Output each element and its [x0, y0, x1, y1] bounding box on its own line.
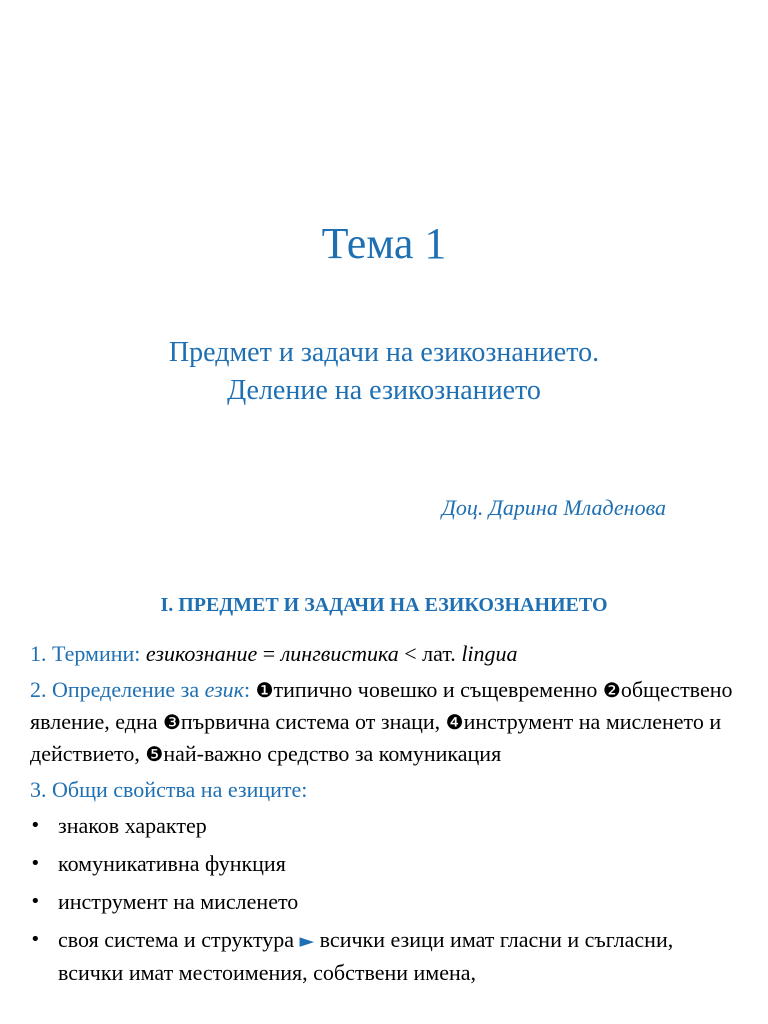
properties-label: 3. Общи свойства на езиците:: [30, 777, 308, 802]
definition-part-4: инструмент на мисленето и действието,: [30, 709, 722, 766]
properties-list: [30, 810, 740, 989]
right-arrow-icon: ►: [299, 930, 315, 952]
list-item-text: комуникативна функция: [58, 851, 286, 876]
terms-paragraph: [30, 638, 740, 670]
bullet-icon: •: [30, 929, 41, 950]
terms-label: 1. Термини:: [30, 641, 141, 666]
content-body: [30, 638, 740, 995]
slide-subtitle: Предмет и задачи на езикознанието. Деление на езикознанието: [168, 337, 600, 406]
definition-paragraph: [30, 674, 740, 770]
number-one-icon: ❶: [255, 678, 274, 702]
list-item-text-after-arrow: всички езици имат гласни и съгласни, всички имат местоимения, собствени имена,: [58, 927, 674, 985]
number-two-icon: ❷: [602, 678, 621, 702]
term-lingvistika: лингвистика: [280, 641, 399, 666]
number-three-icon: ❸: [162, 710, 181, 734]
bullet-icon: •: [30, 891, 41, 912]
number-five-icon: ❺: [145, 742, 164, 766]
latin-word: lingua: [461, 641, 518, 666]
list-item-text: знаков характер: [58, 813, 207, 838]
list-item-text: инструмент на мисленето: [58, 889, 299, 914]
definition-part-5: най-важно средство за комуникация: [163, 741, 502, 766]
list-item: [30, 810, 740, 842]
list-item: [30, 886, 740, 918]
list-item: [30, 924, 740, 989]
latin-origin-prefix: < лат.: [398, 641, 462, 666]
definition-colon: :: [243, 677, 251, 702]
list-item-text-before-arrow: своя система и структура: [58, 927, 300, 952]
definition-part-2: обществено явление, една: [30, 677, 733, 734]
list-item: [30, 848, 740, 880]
slide-title: Тема 1: [321, 219, 447, 268]
section-heading: I. ПРЕДМЕТ И ЗАДАЧИ НА ЕЗИКОЗНАНИЕТО: [160, 594, 608, 616]
definition-part-3: първична система от знаци,: [180, 709, 446, 734]
definition-label-term: език: [204, 677, 244, 702]
number-four-icon: ❹: [445, 710, 464, 734]
equals-sign: =: [257, 641, 281, 666]
definition-label: 2. Определение за: [30, 677, 205, 702]
bullet-icon: •: [30, 815, 41, 836]
author-name: Доц. Дарина Младенова: [441, 495, 666, 520]
definition-part-1: типично човешко и същевременно: [273, 677, 603, 702]
bullet-icon: •: [30, 853, 41, 874]
term-ezikoznanie: езикознание: [145, 641, 258, 666]
